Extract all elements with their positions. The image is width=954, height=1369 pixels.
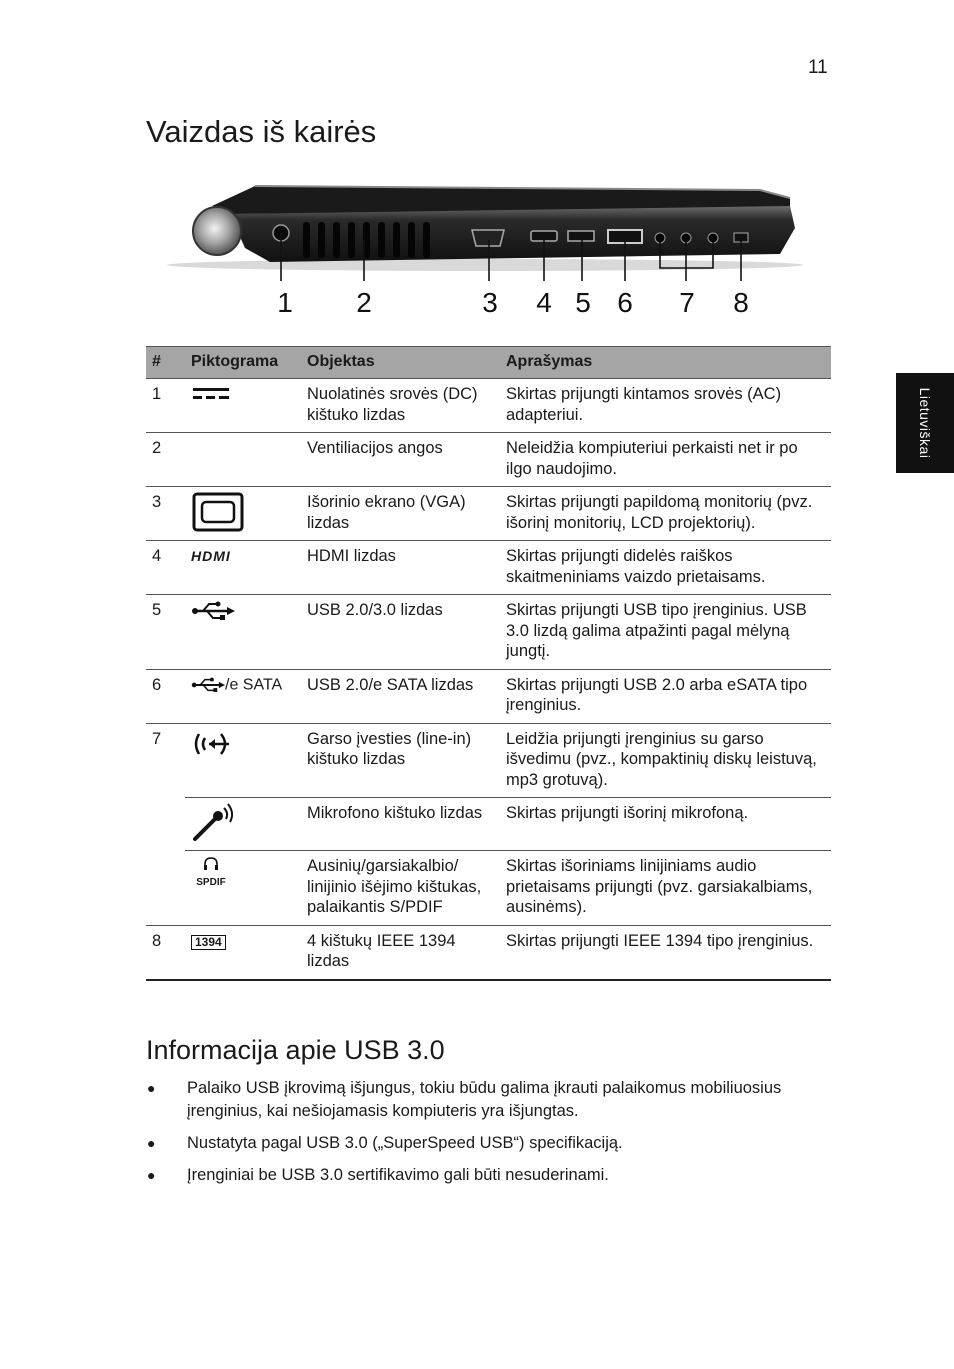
table-row (146, 433, 831, 487)
page-number: 11 (808, 57, 828, 78)
row-description: Skirtas prijungti išorinį mikrofoną. (500, 798, 831, 851)
row-icon-cell (185, 379, 301, 433)
row-description: Neleidžia kompiuteriui perkaisti net ir po ilgo naudojimo. (500, 433, 831, 487)
usb-bullet-list (146, 1077, 786, 1196)
bullet-icon: ● (147, 1080, 156, 1096)
dc-power-icon (191, 384, 231, 404)
row-icon-cell (185, 595, 301, 670)
list-item (146, 1077, 786, 1123)
vga-monitor-icon (191, 492, 245, 532)
row-icon-cell (185, 487, 301, 541)
row-object: HDMI lizdas (301, 541, 500, 595)
table-row (146, 487, 831, 541)
header-icon: Piktograma (185, 347, 301, 379)
table-row (146, 595, 831, 670)
row-object: USB 2.0/e SATA lizdas (301, 669, 500, 723)
header-number: # (146, 347, 185, 379)
row-icon-cell (185, 925, 301, 980)
row-object: Nuolatinės srovės (DC) kištuko lizdas (301, 379, 500, 433)
row-number: 2 (146, 433, 185, 487)
row-icon-cell (185, 851, 301, 926)
callout-8: 8 (733, 287, 749, 318)
row-object: Garso įvesties (line-in) kištuko lizdas (301, 723, 500, 798)
row-number (146, 798, 185, 851)
bullet-text: Nustatyta pagal USB 3.0 („SuperSpeed USB“) specifikaciją. (187, 1134, 623, 1152)
usb-icon (191, 600, 235, 622)
row-icon-cell (185, 798, 301, 851)
table-row (146, 925, 831, 980)
port-line-in (655, 233, 665, 243)
row-object: Mikrofono kištuko lizdas (301, 798, 500, 851)
bullet-icon: ● (147, 1167, 156, 1183)
row-description: Leidžia prijungti įrenginius su garso išvedimu (pvz., kompaktinių diskų leistuvą, mp3 grotuvą). (500, 723, 831, 798)
port-vga (472, 230, 504, 246)
hdmi-icon: HDMI (191, 548, 231, 564)
usb-esata-usb-symbol (191, 675, 225, 695)
table-row (146, 669, 831, 723)
row-icon-cell (185, 433, 301, 487)
line-in-icon (191, 729, 235, 759)
row-object: 4 kištukų IEEE 1394 lizdas (301, 925, 500, 980)
table-row (146, 379, 831, 433)
port-headphone (708, 233, 718, 243)
callout-2: 2 (356, 287, 372, 318)
row-number: 3 (146, 487, 185, 541)
table-row (146, 851, 831, 926)
table-row (146, 798, 831, 851)
usb-section-title: Informacija apie USB 3.0 (146, 1035, 445, 1065)
hinge-cap (193, 207, 241, 255)
header-object: Objektas (301, 347, 500, 379)
row-description: Skirtas prijungti papildomą monitorių (pvz. išorinį monitorių, LCD projektorių). (500, 487, 831, 541)
port-vents (303, 222, 430, 258)
row-object: USB 2.0/3.0 lizdas (301, 595, 500, 670)
row-number (146, 851, 185, 926)
row-description: Skirtas prijungti didelės raiškos skaitmeniniams vaizdo prietaisams. (500, 541, 831, 595)
list-item (146, 1164, 786, 1187)
ieee1394-icon: 1394 (191, 935, 226, 950)
row-number: 5 (146, 595, 185, 670)
table-row (146, 541, 831, 595)
port-usb (568, 231, 594, 241)
row-description: Skirtas prijungti IEEE 1394 tipo įrenginius. (500, 925, 831, 980)
headphone-icon (203, 857, 219, 871)
callout-5: 5 (575, 287, 591, 318)
callout-1: 1 (277, 287, 293, 318)
row-icon-cell (185, 541, 301, 595)
microphone-icon (191, 803, 235, 843)
language-side-tab (896, 373, 954, 473)
callout-3: 3 (482, 287, 498, 318)
callout-7: 7 (679, 287, 695, 318)
bullet-icon: ● (147, 1135, 156, 1151)
row-object: Išorinio ekrano (VGA) lizdas (301, 487, 500, 541)
header-description: Aprašymas (500, 347, 831, 379)
row-object: Ventiliacijos angos (301, 433, 500, 487)
row-number: 8 (146, 925, 185, 980)
page-title: Vaizdas iš kairės (146, 114, 377, 149)
ports-table (146, 346, 831, 981)
callout-4: 4 (536, 287, 552, 318)
row-number: 1 (146, 379, 185, 433)
bullet-text: Įrenginiai be USB 3.0 sertifikavimo gali būti nesuderinami. (187, 1166, 609, 1184)
row-description: Skirtas prijungti kintamos srovės (AC) adapteriui. (500, 379, 831, 433)
laptop-left-side-illustration (160, 176, 810, 328)
port-mic (681, 233, 691, 243)
row-description: Skirtas išoriniams linijiniams audio prietaisams prijungti (pvz. garsiakalbiams, ausinėms). (500, 851, 831, 926)
callout-6: 6 (617, 287, 633, 318)
row-number: 7 (152, 729, 162, 748)
row-description: Skirtas prijungti USB 2.0 arba eSATA tipo įrenginius. (500, 669, 831, 723)
row-number: 4 (146, 541, 185, 595)
headphone-spdif-icon: SPDIF (196, 876, 226, 888)
row-number: 6 (146, 669, 185, 723)
table-header-row (146, 347, 831, 379)
language-side-tab-label: Lietuviškai (917, 387, 933, 459)
row-icon-cell (185, 669, 301, 723)
list-item (146, 1132, 786, 1155)
row-icon-cell (185, 723, 301, 798)
bullet-text: Palaiko USB įkrovimą išjungus, tokiu būdu galima įkrauti palaikomus mobiliuosius įrenginius, kai nešiojamasis kompiuteris yra išjungtas. (187, 1079, 782, 1120)
usb-esata-icon: /e SATA (225, 675, 283, 693)
laptop-shadow (167, 259, 803, 271)
row-description: Skirtas prijungti USB tipo įrenginius. USB 3.0 lizdą galima atpažinti pagal mėlyną jungtį. (500, 595, 831, 670)
table-row (146, 723, 831, 798)
row-object: Ausinių/garsiakalbio/ linijinio išėjimo kištukas, palaikantis S/PDIF (301, 851, 500, 926)
